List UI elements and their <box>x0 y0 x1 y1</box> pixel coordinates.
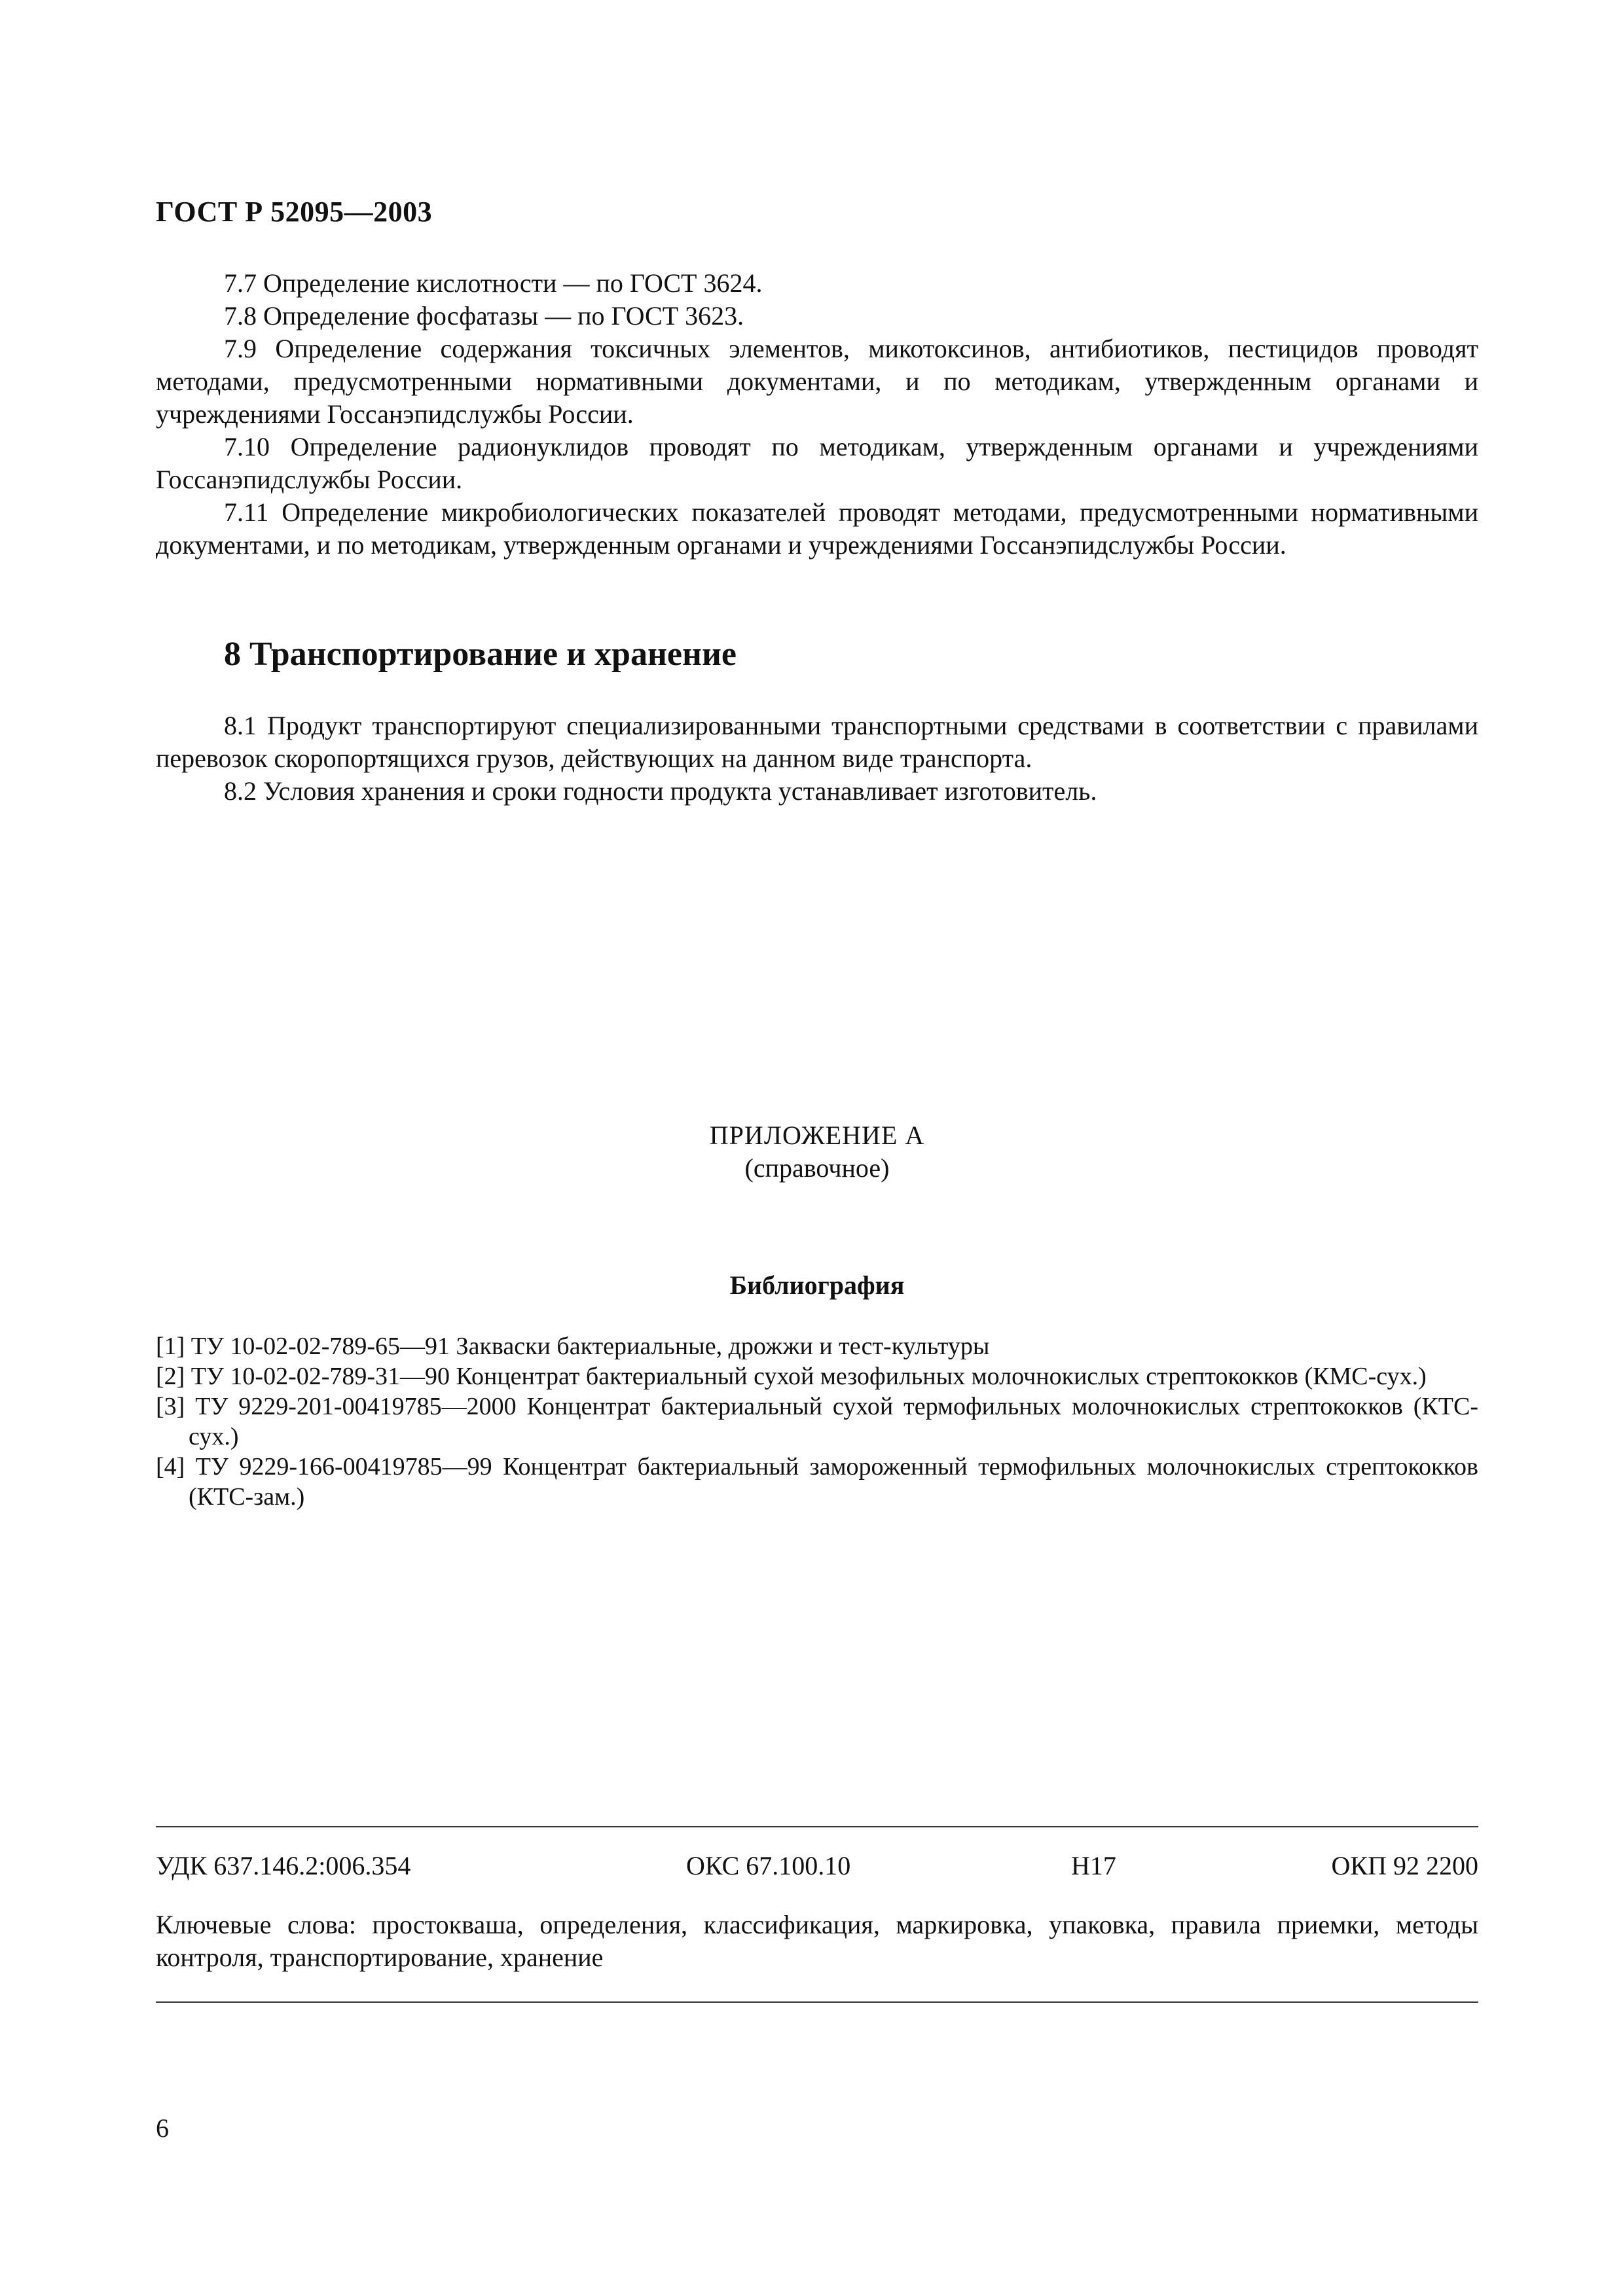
paragraph-7-8: 7.8 Определение фосфатазы — по ГОСТ 3623. <box>224 301 744 331</box>
oks-code: ОКС 67.100.10 <box>686 1851 851 1880</box>
divider-bottom <box>156 2001 1478 2003</box>
paragraph-8-2: 8.2 Условия хранения и сроки годности продукта устанавливает изготовитель. <box>224 776 1097 806</box>
page-number: 6 <box>156 2113 169 2143</box>
okp-code: ОКП 92 2200 <box>1331 1851 1478 1880</box>
bibliography-item: [3] ТУ 9229-201-00419785—2000 Концентрат бактериальный сухой термофильных молочнокислых стрептококков (КТС-сух.) <box>156 1393 1478 1450</box>
divider-top <box>156 1826 1478 1827</box>
classification-row <box>156 1850 1478 1882</box>
keywords: Ключевые слова: простокваша, определения, классификация, маркировка, упаковка, правила приемки, методы контроля, транспортирование, хранение <box>156 1910 1478 1972</box>
paragraph-8-1: 8.1 Продукт транспортируют специализированными транспортными средствами в соответствии с правилами перевозок скоропортящихся грузов, действующих на данном виде транспорта. <box>156 711 1478 773</box>
section-7-body <box>156 267 1478 562</box>
paragraph-7-7: 7.7 Определение кислотности — по ГОСТ 3624. <box>224 268 763 298</box>
bibliography-item: [4] ТУ 9229-166-00419785—99 Концентрат бактериальный замороженный термофильных молочнокислых стрептококков (КТС-зам.) <box>156 1453 1478 1511</box>
bibliography-item: [2] ТУ 10-02-02-789-31—90 Концентрат бактериальный сухой мезофильных молочнокислых стрептококков (КМС-сух.) <box>156 1363 1427 1390</box>
bibliography-item: [1] ТУ 10-02-02-789-65—91 Закваски бактериальные, дрожжи и тест-культуры <box>156 1333 990 1360</box>
section-8-title: 8 Транспортирование и хранение <box>224 636 737 673</box>
paragraph-7-10: 7.10 Определение радионуклидов проводят по методикам, утвержденным органами и учреждениями Госсанэпидслужбы России. <box>156 432 1478 494</box>
paragraph-7-9: 7.9 Определение содержания токсичных элементов, микотоксинов, антибиотиков, пестицидов проводят методами, предусмотренными нормативными документами, и по методикам, утвержденным органами и учреждениями Госсанэпидслужбы России. <box>156 334 1478 429</box>
paragraph-7-11: 7.11 Определение микробиологических показателей проводят методами, предусмотренными нормативными документами, и по методикам, утвержденным органами и учреждениями Госсанэпидслужбы России. <box>156 497 1478 560</box>
annex-type: (справочное) <box>744 1153 890 1183</box>
group-code: Н17 <box>1071 1851 1116 1880</box>
annex-title: ПРИЛОЖЕНИЕ А <box>709 1121 925 1150</box>
bibliography-title: Библиография <box>729 1270 905 1300</box>
udk-code: УДК 637.146.2:006.354 <box>156 1851 411 1880</box>
bibliography-list <box>156 1331 1478 1512</box>
document-id-header: ГОСТ Р 52095—2003 <box>156 196 433 228</box>
section-8-body <box>156 709 1478 808</box>
